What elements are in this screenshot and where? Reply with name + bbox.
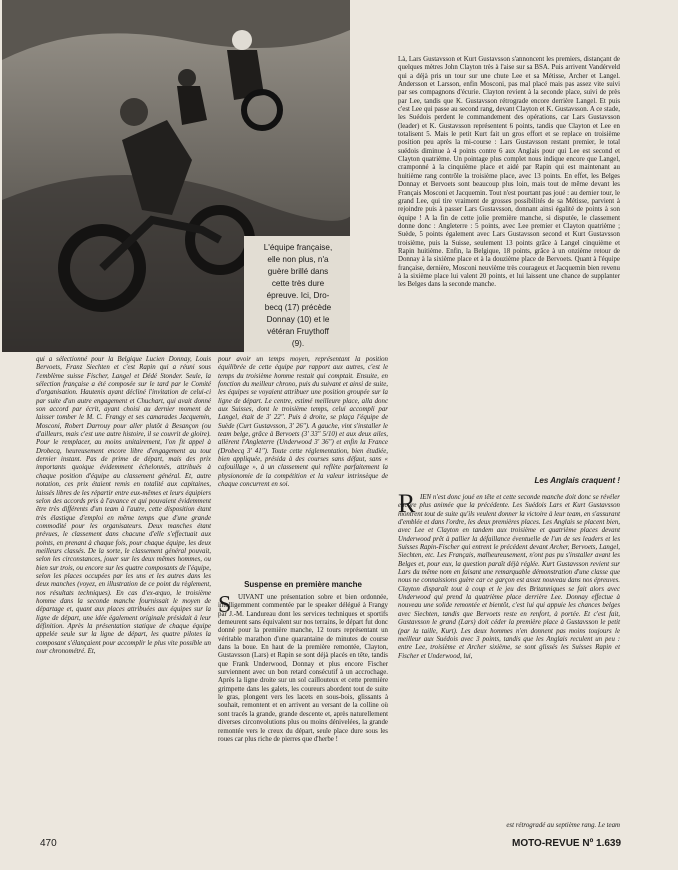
article-text: pour avoir un temps moyen, représentant la position équilibrée de cette équipe par rapport aux autres, c'est le temps du troisième homme restait qui comptait. Ensuite, en fonction du meilleur chrono, puis du suivant et ainsi de suite, les équipes se voyaient attribuer une position groupée sur la ligne de départ. Le centre, estimé meilleure place, alla donc aux Suisses, dont le troisième temps, celui accompli par Langel, était de 3' 22". Puis à droite, se plaça l'équipe de Suède (Curt Gustavsson, 3' 26"). A gauche, vint s'installer le team belge, grâce à Bervoets (3' 33" 5/10) et aux deux ailes, allèrent l'Angleterre (Underwood 3' 36") et enfin la France (Drobecq 3' 41"). Toute cette réglementation, bien étudiée, bien appliquée, présida à des courses sans défaut, sans « cafouillage », à un classement qui reflète parfaitement la physionomie de la compétition et la valeur intrinsèque de chaque concurrent en soi. — [218, 356, 388, 489]
section-heading-anglais: Les Anglais craquent ! — [534, 476, 620, 485]
article-text: Là, Lars Gustavsson et Kurt Gustavsson s'annoncent les premiers, distançant de quelques mètres John Clayton très à l'aise sur sa BSA. Puis arrivent Vandérveld qui a déjà pris un tour sur une chute Lee et sa Métisse, Archer et Langel. Andersson et Larsson, enfin Mosconi, pas mal placé mais pas assez vite suivi par ses compagnons d'écurie. Clayton revient à la seconde place, suivi de près par Lee, tandis que K. Gustavsson rétrograde encore derrière Langel. Et puis c'est Lee qui passe au second rang, devant Clayton et K. Gustavsson. A ce stade, les Suédois perdent le commandement des opérations, car Lars Gustavsson (leader) et K. Gustavsson représentent 6 points, tandis que Clayton et Lee en totalisent 5. Mais le petit Kurt fait un gros effort et se replace en troisième position peu après la mi-course : Lars Gustavsson restant premier, le total suédois diminue à 4 points contre 6 aux Anglais pour qui Lee est second et Clayton quatrième. Un pointage plus complet nous indique encore que Langel, cramponné à la cinquième place et aidé par Rapin qui est maintenant au huitième rang contrôle la troisième place, avec 13 points. En effet, les Belges Donnay et Bervoets sont beaucoup plus loin, mais tout de même devant les Français Mosconi et Jacquemin. Tout n'est pourtant pas joué : au dernier tour, le grand Lee, qui tire vraiment de grosses possibilités de sa Métisse, parvient à rejoindre puis à passer Lars Gustavsson, donnant ainsi égalité de points à son équipe ! A la fin de cette jolie première manche, si disputée, le classement donne donc : Angleterre : 5 points, avec Lee premier et Clayton quatrième ; Suède, 5 points également avec Lars Gustavsson second et Kurt Gustavsson troisième, puis la Suisse, seulement 13 points grâce à Langel cinquième et Rapin huitième. Enfin, la Belgique, 18 points, grâce à un onzième retour de Donnay à la sixième place et à la douzième place de Bervoets. Quant à l'équipe française, dernière, Mosconi neuvième très courageux et Jacquemin bien revenu à la sixième place lui valent 20 points, et lui laissent une chance de supplanter les Belges dans la seconde manche. — [398, 56, 620, 289]
photo-caption — [244, 236, 350, 352]
caption-line: vétéran Fruythoff — [267, 327, 329, 336]
caption-line: L'équipe française, — [263, 243, 333, 252]
magazine-footer: MOTO-REVUE Nº 1.639 — [512, 838, 622, 849]
article-text: UIVANT une présentation sobre et bien ordonnée, intelligemment commentée par le speaker délégué à Frangy par J.-M. Landureau dont les services techniques et sportifs demeurent sans équivalent sur nos terrains, le départ fut donc donné pour la première manche, 12 tours représentant un véritable marathon d'une quarantaine de minutes de course dans la boue. En haut de la première remontée, Clayton, Gustavsson (Lars) et Rapin se sont déjà placés en tête, tandis que Frank Underwood, Donnay et plus encore Fischer surviennent avec un bon retard consécutif à un accrochage. Après la ligne droite sur un sol caillouteux et cette première grimpette dans les galets, les coureurs abordent tout de suite le gras, plongent vers les lacets en sous-bois, glissants à souhait, remontent et en arrivent au versant de la colline où sont tracés la grande, grande descente et, après naturellement diverses circonvolutions plus ou moins dénivelées, la grande remontée vers le creux du départ, seule place dure sous les roues car plus riche de pierres que d'herbe ! — [218, 594, 388, 743]
caption-line: cette très dure — [271, 279, 325, 288]
article-column-left — [36, 356, 211, 656]
caption-line: Donnay (10) et le — [266, 315, 330, 324]
caption-line: becq (17) précède — [264, 303, 332, 312]
caption-line: épreuve. Ici, Dro- — [266, 291, 330, 300]
caption-line: elle non plus, n'a — [267, 255, 329, 264]
section-heading-suspense: Suspense en première manche — [244, 580, 362, 589]
drop-cap: R — [398, 489, 416, 518]
article-column-right-top — [398, 56, 620, 290]
article-text: IEN n'est donc joué en tête et cette seconde manche doit donc se révéler encore plus animée que la précédente. Les Suédois Lars et Kurt Gustavsson montrent tout de suite qu'ils veulent donner la victoire à leur team, en s'assurant d'emblée et dans l'ordre, les deux premières places. Les Anglais se placent bien, avec Lee et Clayton en tandem aux troisième et quatrième places devant Underwood prêt à pallier la défaillance éventuelle de l'un de ses leaders et les Suisses Rapin-Fischer qui entrent le précédent devant Archer, Bervoets, Langel, Siechten, etc. Les Français, malheureusement, n'ont pas pu s'installer avant les Belges et, pour eux, la question paraît déjà réglée. Kurt Gustavsson revient sur Lars du même nom en faisant une remarquable démonstration d'une classe que nous ne connaissions guère car ce garçon est assez nouveau dans nos épreuves. Clayton disparaît tout à coup et le jeu des Britanniques se fait alors avec Underwood qui prend la quatrième place derrière Lee. Donnay effectue à nouveau une solide remontée et bientôt, c'est lui qui appuie les chances belges avec Siechten, tandis que Bervoets reste en renfort, à portée. Et c'est fait, Gustavsson le grand (Lars) doit céder la première place à Gustavsson le petit (par la taille, Kurt). Les deux hommes n'en donnent pas moins toujours le meilleur aux Suédois avec 3 points, tandis que les Anglais reculent un peu : entre Lee, troisième et Archer sixième, se sont glissés les Suisses Rapin et Fischer et Underwood, lui, — [398, 494, 620, 660]
drop-cap: S — [218, 592, 232, 618]
page-number: 470 — [40, 838, 57, 849]
caption-line: guère brillé dans — [267, 267, 329, 276]
caption-line: (9). — [291, 339, 305, 348]
article-text: qui a sélectionné pour la Belgique Lucien Donnay, Louis Bervoets, Franz Siechten et c'est Rapin qui a réuni sous l'emblème suisse Fischer, Langel et Dédé Stonder. Seule, la sélection française a été composée sur le tard par le Comité d'organisation. Hautenis ayant décliné l'invitation de celui-ci par suite d'un autre engagement et Chuchart, qui avait donné son accord par écrit, ayant choisi au dernier moment de laisser tomber le M. C. Frangy et ses camarades Jacquemin, Mosconi, Robert Darrouy pour aller plutôt à Besançon (ou d'ailleurs, mais c'est une autre histoire, il se couvrit de gloire). Pour le remplacer, au moins unitairement, l'on fit appel à Drobecq, heureusement encore libre d'engagement au tout dernier instant. Pas de prime de départ, mais des prix importants quoique évidemment échelonnés, attribués à chaque position d'équipe au classement général. Et, autre notation, ces prix étaient remis en totalité aux capitaines, laissés libres de les répartir entre eux-mêmes et leurs équipiers selon des accords pris à l'avance et qui pouvaient évidemment être très différents d'un team à l'autre, cette disposition étant très élastique d'emploi en même temps que d'une grande commodité pour les organisateurs. Deux manches étant prévues, le classement dans chacune d'elle s'effectuait aux points, en prenant à chaque fois, pour chaque équipe, les deux meilleurs classés. De la sorte, le classement général pouvait, selon les circonstances, jouer sur les deux mêmes hommes, ou bien sur trois, ou encore sur les quatre composants de l'équipe, selon les places occupées par les uns et les autres dans les deux manches (voyez, en illustration de ce point du règlement, nos résultats techniques). En cas d'ex-æquo, le troisième homme dans la seconde manche fournissait le moyen de départage et, quant aux places attribuées aux équipes sur la ligne de départ, une idée également originale présidait à leur définition. Après la présentation statique de chaque équipe appelée seule sur la ligne de départ, les quatre pilotes la composant s'élançaient pour accomplir le plus vite possible un tour chronométré. Et, — [36, 356, 211, 656]
article-continuation: est rétrogradé au septième rang. Le team — [506, 822, 620, 829]
article-column-middle-top — [218, 356, 388, 490]
article-column-middle-bottom — [218, 594, 388, 744]
article-column-right-bottom — [398, 489, 620, 661]
